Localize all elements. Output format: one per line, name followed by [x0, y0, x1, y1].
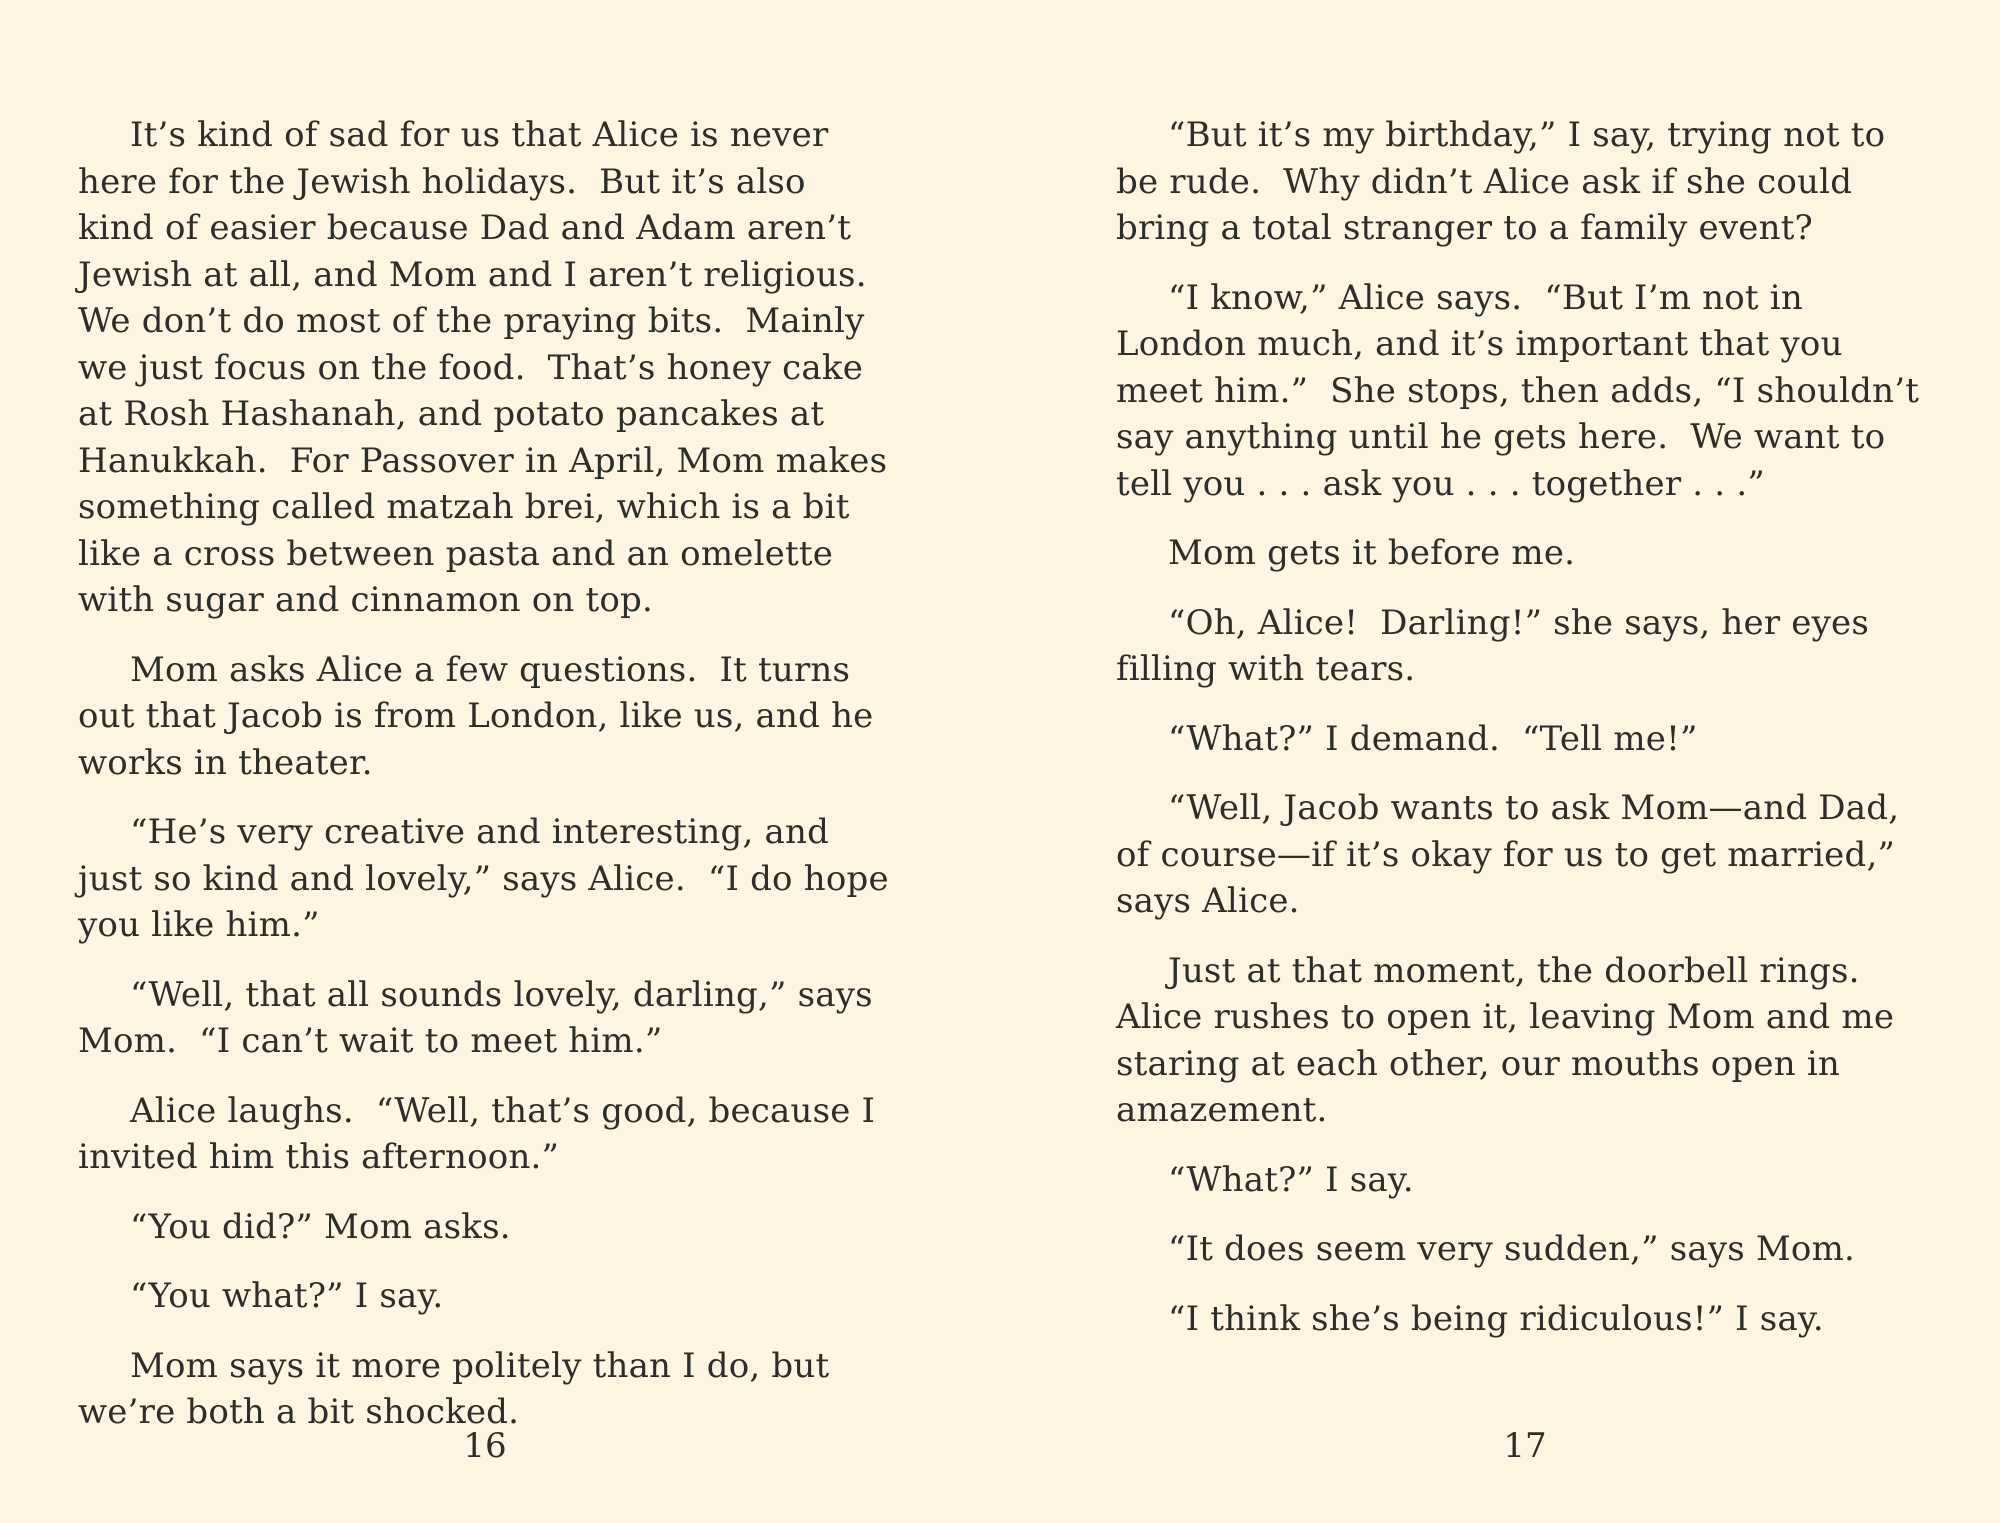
paragraph: “It does seem very sudden,” says Mom.: [1168, 1229, 1856, 1269]
paragraph: “I think she’s being ridiculous!” I say.: [1168, 1298, 1824, 1339]
page-number-right: 17: [1503, 1426, 1547, 1466]
paragraph: “Oh, Alice! Darling!” she says, her eyes filling with tears.: [1116, 602, 1881, 689]
paragraph: “You what?” I say.: [130, 1276, 444, 1316]
page-number-left: 16: [463, 1426, 507, 1466]
paragraph: “Well, Jacob wants to ask Mom—and Dad, of course—if it’s okay for us to get married,” says Alice.: [1116, 788, 1911, 921]
paragraph: “But it’s my birthday,” I say, trying not to be rude. Why didn’t Alice ask if she could bring a total stranger to a family event?: [1116, 115, 1897, 248]
paragraph: Alice laughs. “Well, that’s good, because I invited him this afternoon.”: [78, 1090, 887, 1177]
paragraph: “He’s very creative and interesting, and just so kind and lovely,” says Alice. “I do hope you like him.”: [78, 812, 900, 945]
paragraph: Mom says it more politely than I do, but we’re both a bit shocked.: [78, 1345, 841, 1432]
paragraph: “I know,” Alice says. “But I’m not in London much, and it’s important that you meet him.” She stops, then adds, “I shouldn’t say anything until he gets here. We want to tell you . . . ask you . . . together . . .”: [1116, 277, 1931, 504]
paragraph: “Well, that all sounds lovely, darling,” says Mom. “I can’t wait to meet him.”: [78, 974, 884, 1061]
page-right-text: [1116, 112, 1934, 1342]
page-left-text: [78, 112, 900, 1436]
paragraph: “What?” I say.: [1168, 1159, 1414, 1200]
paragraph: “You did?” Mom asks.: [130, 1206, 511, 1247]
paragraph: Just at that moment, the doorbell rings. Alice rushes to open it, leaving Mom and me staring at each other, our mouths open in amazement.: [1116, 950, 1906, 1130]
paragraph: “What?” I demand. “Tell me!”: [1168, 718, 1698, 759]
paragraph: Mom gets it before me.: [1168, 533, 1576, 573]
paragraph: Mom asks Alice a few questions. It turns out that Jacob is from London, like us, and he works in theater.: [78, 649, 885, 783]
paragraph: It’s kind of sad for us that Alice is never here for the Jewish holidays. But it’s also kind of easier because Dad and Adam aren’t Jewish at all, and Mom and I aren’t religious. We don’t do most of the praying bits. Mainly we just focus on the food. That’s honey cake at Rosh Hashanah, and potato pancakes at Hanukkah. For Passover in April, Mom makes something called matzah brei, which is a bit like a cross between pasta and an omelette with sugar and cinnamon on top.: [78, 115, 899, 620]
